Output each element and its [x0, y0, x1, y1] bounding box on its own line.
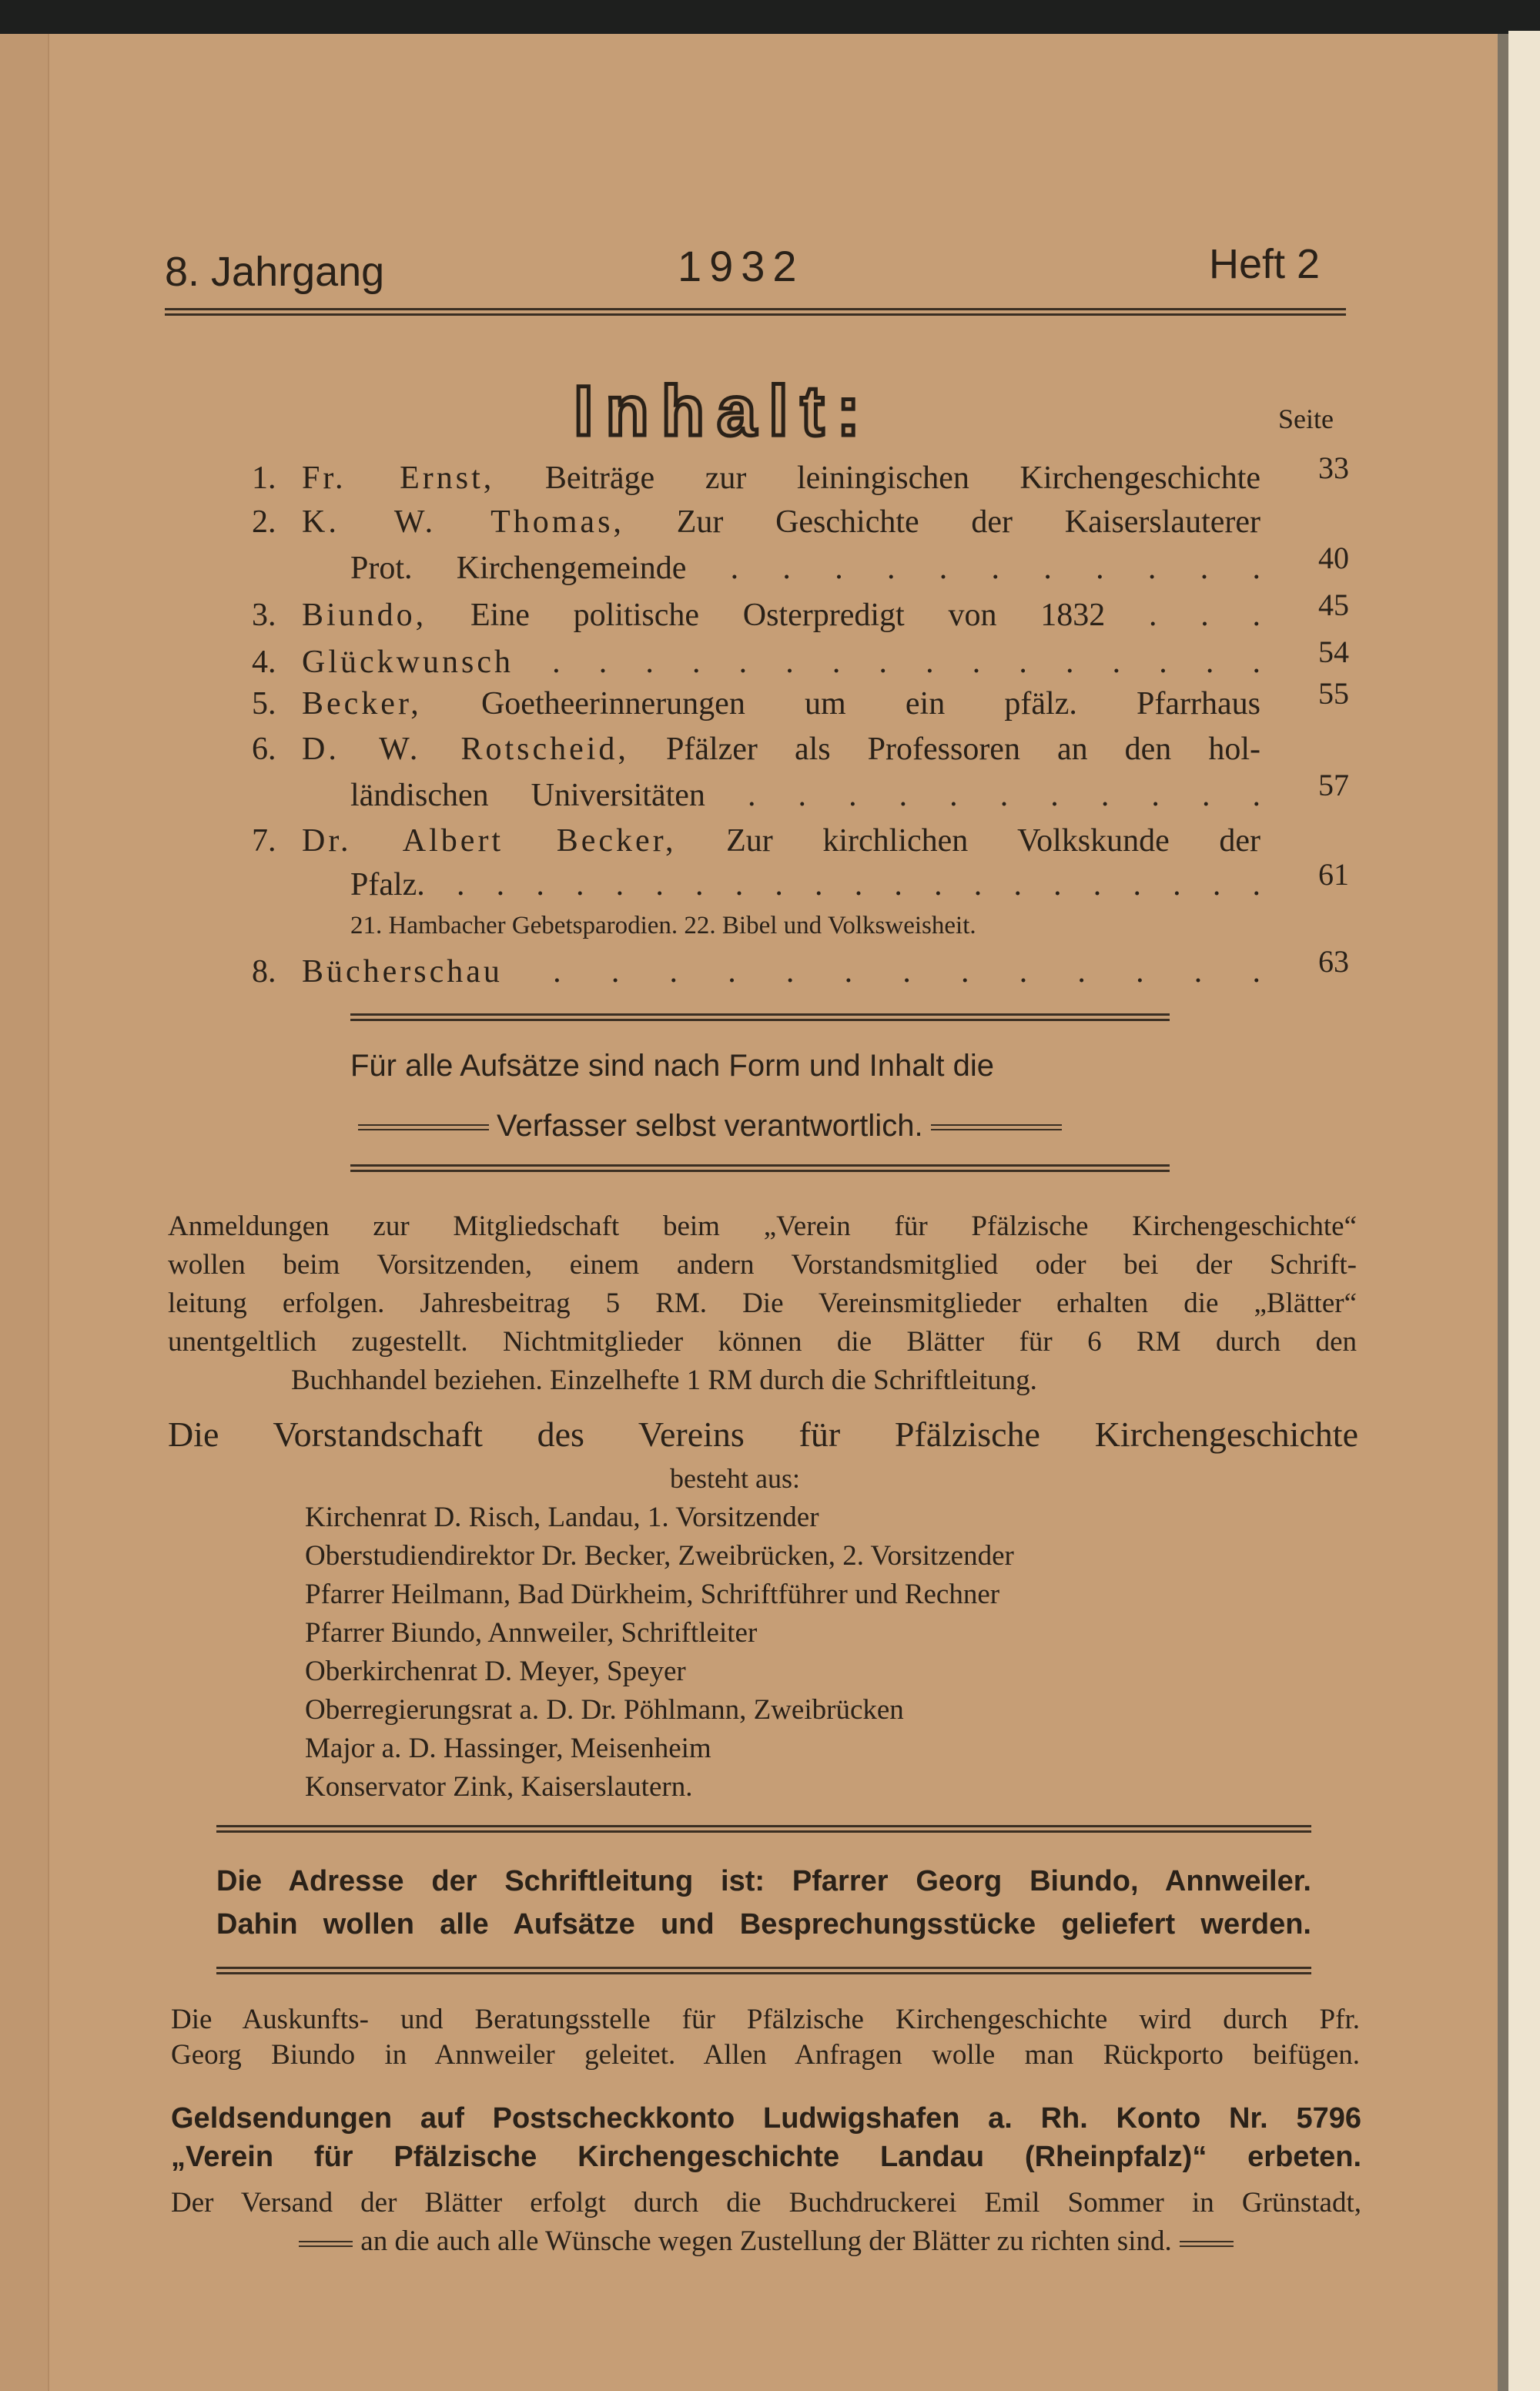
- payment-line-1: Geldsendungen auf Postscheckkonto Ludwigshafen a. Rh. Konto Nr. 5796: [171, 2102, 1361, 2135]
- toc-subnote: 21. Hambacher Gebetsparodien. 22. Bibel und Volksweisheit.: [350, 912, 976, 939]
- board-member: Pfarrer Biundo, Annweiler, Schriftleiter: [305, 1617, 758, 1649]
- toc-entry-title: . . . . . . . . . . . . .: [553, 954, 1261, 990]
- header-rule: [165, 308, 1346, 316]
- toc-entry-number: 7.: [252, 823, 276, 859]
- address-line-1: Die Adresse der Schriftleitung ist: Pfarrer Georg Biundo, Annweiler.: [216, 1865, 1311, 1897]
- volume-label: 8. Jahrgang: [165, 249, 385, 295]
- toc-entry-number: 6.: [252, 732, 276, 767]
- toc-entry-number: 3.: [252, 598, 276, 633]
- issue-label: Heft 2: [1209, 241, 1321, 287]
- toc-entry-page: 33: [1318, 450, 1349, 485]
- toc-entry-page: 45: [1318, 588, 1349, 622]
- info-line-1: Die Auskunfts- und Beratungsstelle für Pfälzische Kirchengeschichte wird durch Pfr.: [171, 2004, 1360, 2035]
- toc-entry-number: 4.: [252, 645, 276, 680]
- toc-entry: [302, 733, 1260, 765]
- notice-dash-right: [931, 1124, 1062, 1130]
- toc-entry: [302, 688, 1260, 720]
- toc-entry-continuation: Pfalz. . . . . . . . . . . . . . . . . . . . . .: [350, 867, 1260, 902]
- next-page-edge: [1508, 31, 1540, 2391]
- toc-entry: [302, 599, 1260, 631]
- toc-entry: [302, 462, 1260, 494]
- toc-entry-number: 8.: [252, 954, 276, 990]
- board-member: Oberstudiendirektor Dr. Becker, Zweibrücken, 2. Vorsitzender: [305, 1540, 1014, 1572]
- toc-entry-title: Goetheerinnerungen um ein pfälz. Pfarrhaus: [480, 686, 1261, 722]
- address-rule-top: [216, 1825, 1311, 1833]
- page-edge-shadow: [1498, 34, 1508, 2391]
- board-member: Major a. D. Hassinger, Meisenheim: [305, 1733, 711, 1764]
- toc-entry-page: 61: [1318, 857, 1349, 892]
- membership-line: wollen beim Vorsitzenden, einem andern Vorstandsmitglied oder bei der Schrift-: [168, 1249, 1357, 1281]
- toc-entry: [302, 506, 1260, 538]
- address-rule-bottom: [216, 1967, 1311, 1974]
- board-member: Oberkirchenrat D. Meyer, Speyer: [305, 1656, 686, 1687]
- shipping-line-1: Der Versand der Blätter erfolgt durch die Buchdruckerei Emil Sommer in Grünstadt,: [171, 2187, 1361, 2219]
- address-line-2: Dahin wollen alle Aufsätze und Besprechungsstücke geliefert werden.: [216, 1908, 1311, 1941]
- notice-rule-bottom: [350, 1164, 1170, 1172]
- toc-entry: [302, 825, 1260, 857]
- toc-entry-title: Beiträge zur leiningischen Kirchengeschichte: [544, 460, 1261, 496]
- membership-line: leitung erfolgen. Jahresbeitrag 5 RM. Die Vereinsmitglieder erhalten die „Blätter“: [168, 1288, 1357, 1319]
- toc-title: Inhalt:: [574, 372, 872, 450]
- toc-entry-title: Zur kirchlichen Volkskunde der: [726, 823, 1260, 859]
- board-title: Die Vorstandschaft des Vereins für Pfälzische Kirchengeschichte: [168, 1415, 1358, 1454]
- toc-entry-page: 57: [1318, 768, 1349, 802]
- notice-line-1: Für alle Aufsätze sind nach Form und Inhalt die: [350, 1049, 995, 1083]
- membership-line: unentgeltlich zugestellt. Nichtmitglieder können die Blätter für 6 RM durch den: [168, 1326, 1357, 1358]
- shipping-dash-right: [1180, 2241, 1234, 2247]
- toc-entry-number: 2.: [252, 504, 276, 540]
- toc-entry-author: Bücherschau: [302, 954, 503, 990]
- shipping-dash-left: [299, 2241, 353, 2247]
- toc-entry-title: Zur Geschichte der Kaiserslauterer: [676, 504, 1260, 540]
- board-subtitle: besteht aus:: [670, 1463, 800, 1494]
- toc-entry-continuation: ländischen Universitäten . . . . . . . . . . .: [350, 778, 1260, 813]
- info-line-2: Georg Biundo in Annweiler geleitet. Allen Anfragen wolle man Rückporto beifügen.: [171, 2039, 1360, 2071]
- toc-entry-page: 54: [1318, 635, 1349, 669]
- shipping-line-2: an die auch alle Wünsche wegen Zustellung der Blätter zu richten sind.: [360, 2225, 1172, 2257]
- toc-entry-author: Biundo,: [302, 598, 427, 633]
- membership-line: Anmeldungen zur Mitgliedschaft beim „Verein für Pfälzische Kirchengeschichte“: [168, 1211, 1357, 1242]
- toc-entry: [302, 646, 1260, 678]
- toc-entry-number: 1.: [252, 460, 276, 496]
- board-member: Oberregierungsrat a. D. Dr. Pöhlmann, Zweibrücken: [305, 1694, 904, 1726]
- notice-line-2: Verfasser selbst verantwortlich.: [497, 1109, 923, 1143]
- toc-entry-author: Dr. Albert Becker,: [302, 823, 677, 859]
- toc-entry-title: Pfälzer als Professoren an den hol-: [665, 732, 1261, 767]
- toc-entry-author: Becker,: [302, 686, 422, 722]
- toc-entry-page: 40: [1318, 541, 1349, 575]
- page-column-label: Seite: [1278, 404, 1334, 434]
- board-member: Konservator Zink, Kaiserslautern.: [305, 1771, 693, 1803]
- board-member: Kirchenrat D. Risch, Landau, 1. Vorsitzender: [305, 1502, 819, 1533]
- toc-entry-author: D. W. Rotscheid,: [302, 732, 629, 767]
- payment-line-2: „Verein für Pfälzische Kirchengeschichte Landau (Rheinpfalz)“ erbeten.: [171, 2141, 1361, 2173]
- toc-entry-author: K. W. Thomas,: [302, 504, 624, 540]
- toc-entry-title: . . . . . . . . . . . . . . . .: [552, 645, 1261, 680]
- toc-entry-title: Eine politische Osterpredigt von 1832 . . .: [470, 598, 1260, 633]
- membership-line: Buchhandel beziehen. Einzelhefte 1 RM durch die Schriftleitung.: [291, 1365, 1037, 1396]
- notice-rule-top: [350, 1013, 1170, 1021]
- toc-entry-number: 5.: [252, 686, 276, 722]
- board-member: Pfarrer Heilmann, Bad Dürkheim, Schriftführer und Rechner: [305, 1579, 1000, 1610]
- notice-dash-left: [358, 1124, 489, 1130]
- toc-entry-author: Glückwunsch: [302, 645, 514, 680]
- toc-entry-continuation: Prot. Kirchengemeinde . . . . . . . . . . .: [350, 551, 1260, 586]
- toc-entry: [302, 956, 1260, 988]
- toc-entry-author: Fr. Ernst,: [302, 460, 495, 496]
- toc-entry-page: 55: [1318, 676, 1349, 711]
- year-label: 1932: [678, 242, 805, 290]
- page-fold: [0, 34, 49, 2391]
- toc-entry-page: 63: [1318, 944, 1349, 979]
